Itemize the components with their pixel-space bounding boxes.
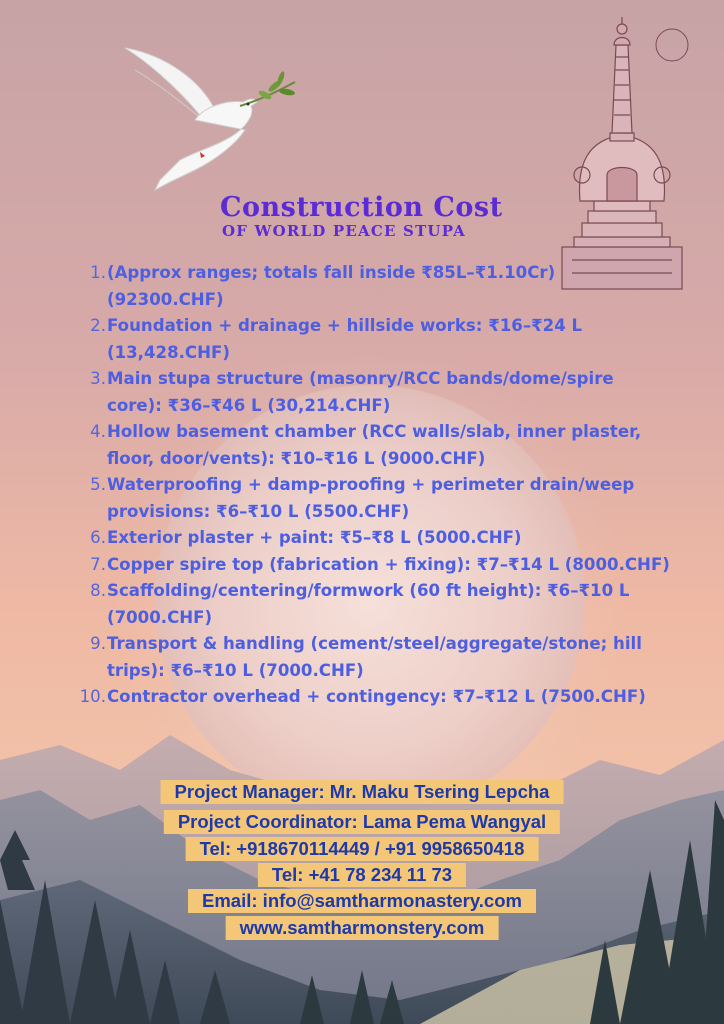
item-number: 4. [90,422,106,441]
item-text: Contractor overhead + contingency: ₹7–₹12 L (7500.CHF) [107,687,646,706]
item-number: 8. [90,581,106,600]
list-item [72,313,672,366]
list-item [72,419,672,472]
cost-list [72,260,672,711]
list-item [72,684,672,711]
title-subtitle: OF WORLD PEACE STUPA [222,222,466,240]
list-item [72,260,672,313]
email-link[interactable]: Email: info@samtharmonastery.com [188,889,536,913]
item-text: Exterior plaster + paint: ₹5–₹8 L (5000.CHF) [107,528,522,547]
project-coordinator: Project Coordinator: Lama Pema Wangyal [164,810,560,834]
item-number: 9. [90,634,106,653]
item-text: Foundation + drainage + hillside works: ₹16–₹24 L (13,428.CHF) [107,316,583,362]
title-main: Construction Cost [220,192,503,223]
item-text: Copper spire top (fabrication + fixing): ₹7–₹14 L (8000.CHF) [107,554,670,574]
item-number: 3. [90,369,106,388]
item-number: 10. [79,687,106,706]
stupa-icon [552,15,692,293]
item-number: 1. [90,263,106,282]
item-text: Waterproofing + damp-proofing + perimeter drain/weep provisions: ₹6–₹10 L (5500.CHF) [107,475,635,521]
item-text: Hollow basement chamber (RCC walls/slab, inner plaster, floor, door/vents): ₹10–₹16 L (9000.CHF) [107,422,642,468]
item-text: Scaffolding/centering/formwork (60 ft height): ₹6–₹10 L (7000.CHF) [107,581,630,627]
list-item [72,631,672,684]
page-title [220,192,520,240]
item-number: 6. [90,528,106,547]
item-text: Transport & handling (cement/steel/aggregate/stone; hill trips): ₹6–₹10 L (7000.CHF) [107,634,642,680]
project-manager: Project Manager: Mr. Maku Tsering Lepcha [161,780,564,804]
website-link[interactable]: www.samtharmonstery.com [226,916,499,940]
list-item [72,472,672,525]
item-text: Main stupa structure (masonry/RCC bands/dome/spire core): ₹36–₹46 L (30,214.CHF) [107,369,614,415]
item-number: 5. [90,475,106,494]
list-item [72,525,672,552]
dove-icon [105,40,305,195]
item-number: 2. [90,316,106,335]
list-item [72,578,672,631]
list-item [72,552,672,579]
list-item [72,366,672,419]
item-number: 7. [90,554,106,574]
phone-india[interactable]: Tel: +918670114449 / +91 9958650418 [186,837,539,861]
phone-swiss[interactable]: Tel: +41 78 234 11 73 [258,863,466,887]
item-text: (Approx ranges; totals fall inside ₹85L–₹1.10Cr) (92300.CHF) [107,263,556,309]
